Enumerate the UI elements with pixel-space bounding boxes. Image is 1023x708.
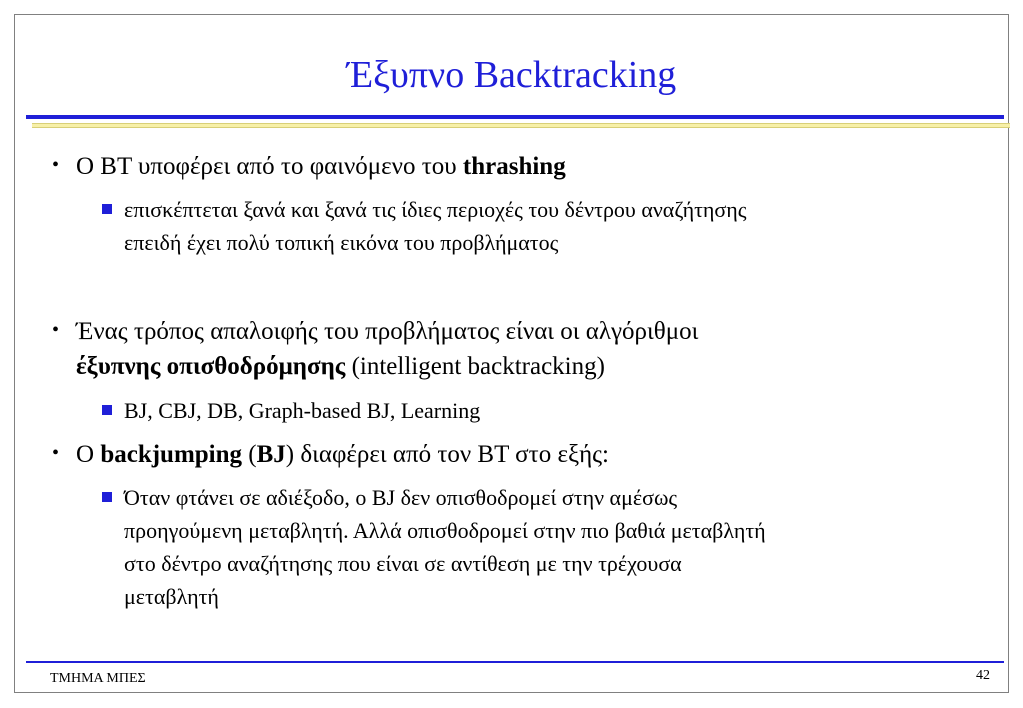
bullet-2-line2	[76, 352, 605, 382]
bullet-3-pre: Ο	[76, 441, 101, 468]
bullet-3-bold2: BJ	[256, 441, 286, 468]
bullet-3-sub-line2: προηγούμενη μεταβλητή. Αλλά οπισθοδρομεί στην πιο βαθιά μεταβλητή	[124, 518, 766, 543]
title-rule-blue	[26, 115, 1004, 119]
bullet-3-post: ) διαφέρει από τον BT στο εξής:	[285, 441, 610, 468]
bullet-2-line1: Ένας τρόπος απαλοιφής του προβλήματος είναι οι αλγόριθμοι	[76, 318, 699, 345]
bullet-1-bold: thrashing	[462, 153, 566, 180]
footer-label: ΤΜΗΜΑ ΜΠΕΣ	[50, 671, 146, 686]
bullet-1-sub-line2: επειδή έχει πολύ τοπική εικόνα του προβλήματος	[124, 230, 559, 255]
bullet-3-mid: (	[242, 441, 257, 468]
footer-rule	[26, 661, 1004, 663]
bullet-3-text	[76, 440, 609, 470]
bullet-3-sub-line1: Όταν φτάνει σε αδιέξοδο, ο BJ δεν οπισθοδρομεί στην αμέσως	[124, 485, 678, 510]
bullet-dot-icon: •	[52, 319, 60, 341]
square-bullet-icon	[102, 204, 112, 214]
title-rule-yellow	[32, 123, 1010, 128]
bullet-2-rest: (intelligent backtracking)	[345, 353, 605, 380]
bullet-dot-icon: •	[52, 442, 60, 464]
bullet-3-sub-line3: στο δέντρο αναζήτησης που είναι σε αντίθεση με την τρέχουσα	[124, 551, 682, 576]
bullet-1-sub-line1: επισκέπτεται ξανά και ξανά τις ίδιες περιοχές του δέντρου αναζήτησης	[124, 197, 747, 222]
bullet-3-sub-line4: μεταβλητή	[124, 584, 219, 609]
page-number: 42	[976, 668, 990, 683]
square-bullet-icon	[102, 405, 112, 415]
slide-title: Έξυπνο Backtracking	[346, 54, 677, 96]
bullet-dot-icon: •	[52, 154, 60, 176]
square-bullet-icon	[102, 492, 112, 502]
bullet-1-pre: Ο BT υποφέρει από το φαινόμενο του	[76, 153, 463, 180]
bullet-1-text	[76, 152, 566, 182]
bullet-2-sub: BJ, CBJ, DB, Graph-based BJ, Learning	[124, 398, 481, 423]
bullet-3-bold1: backjumping	[100, 441, 243, 468]
bullet-2-bold: έξυπνης οπισθοδρόμησης	[76, 353, 346, 380]
